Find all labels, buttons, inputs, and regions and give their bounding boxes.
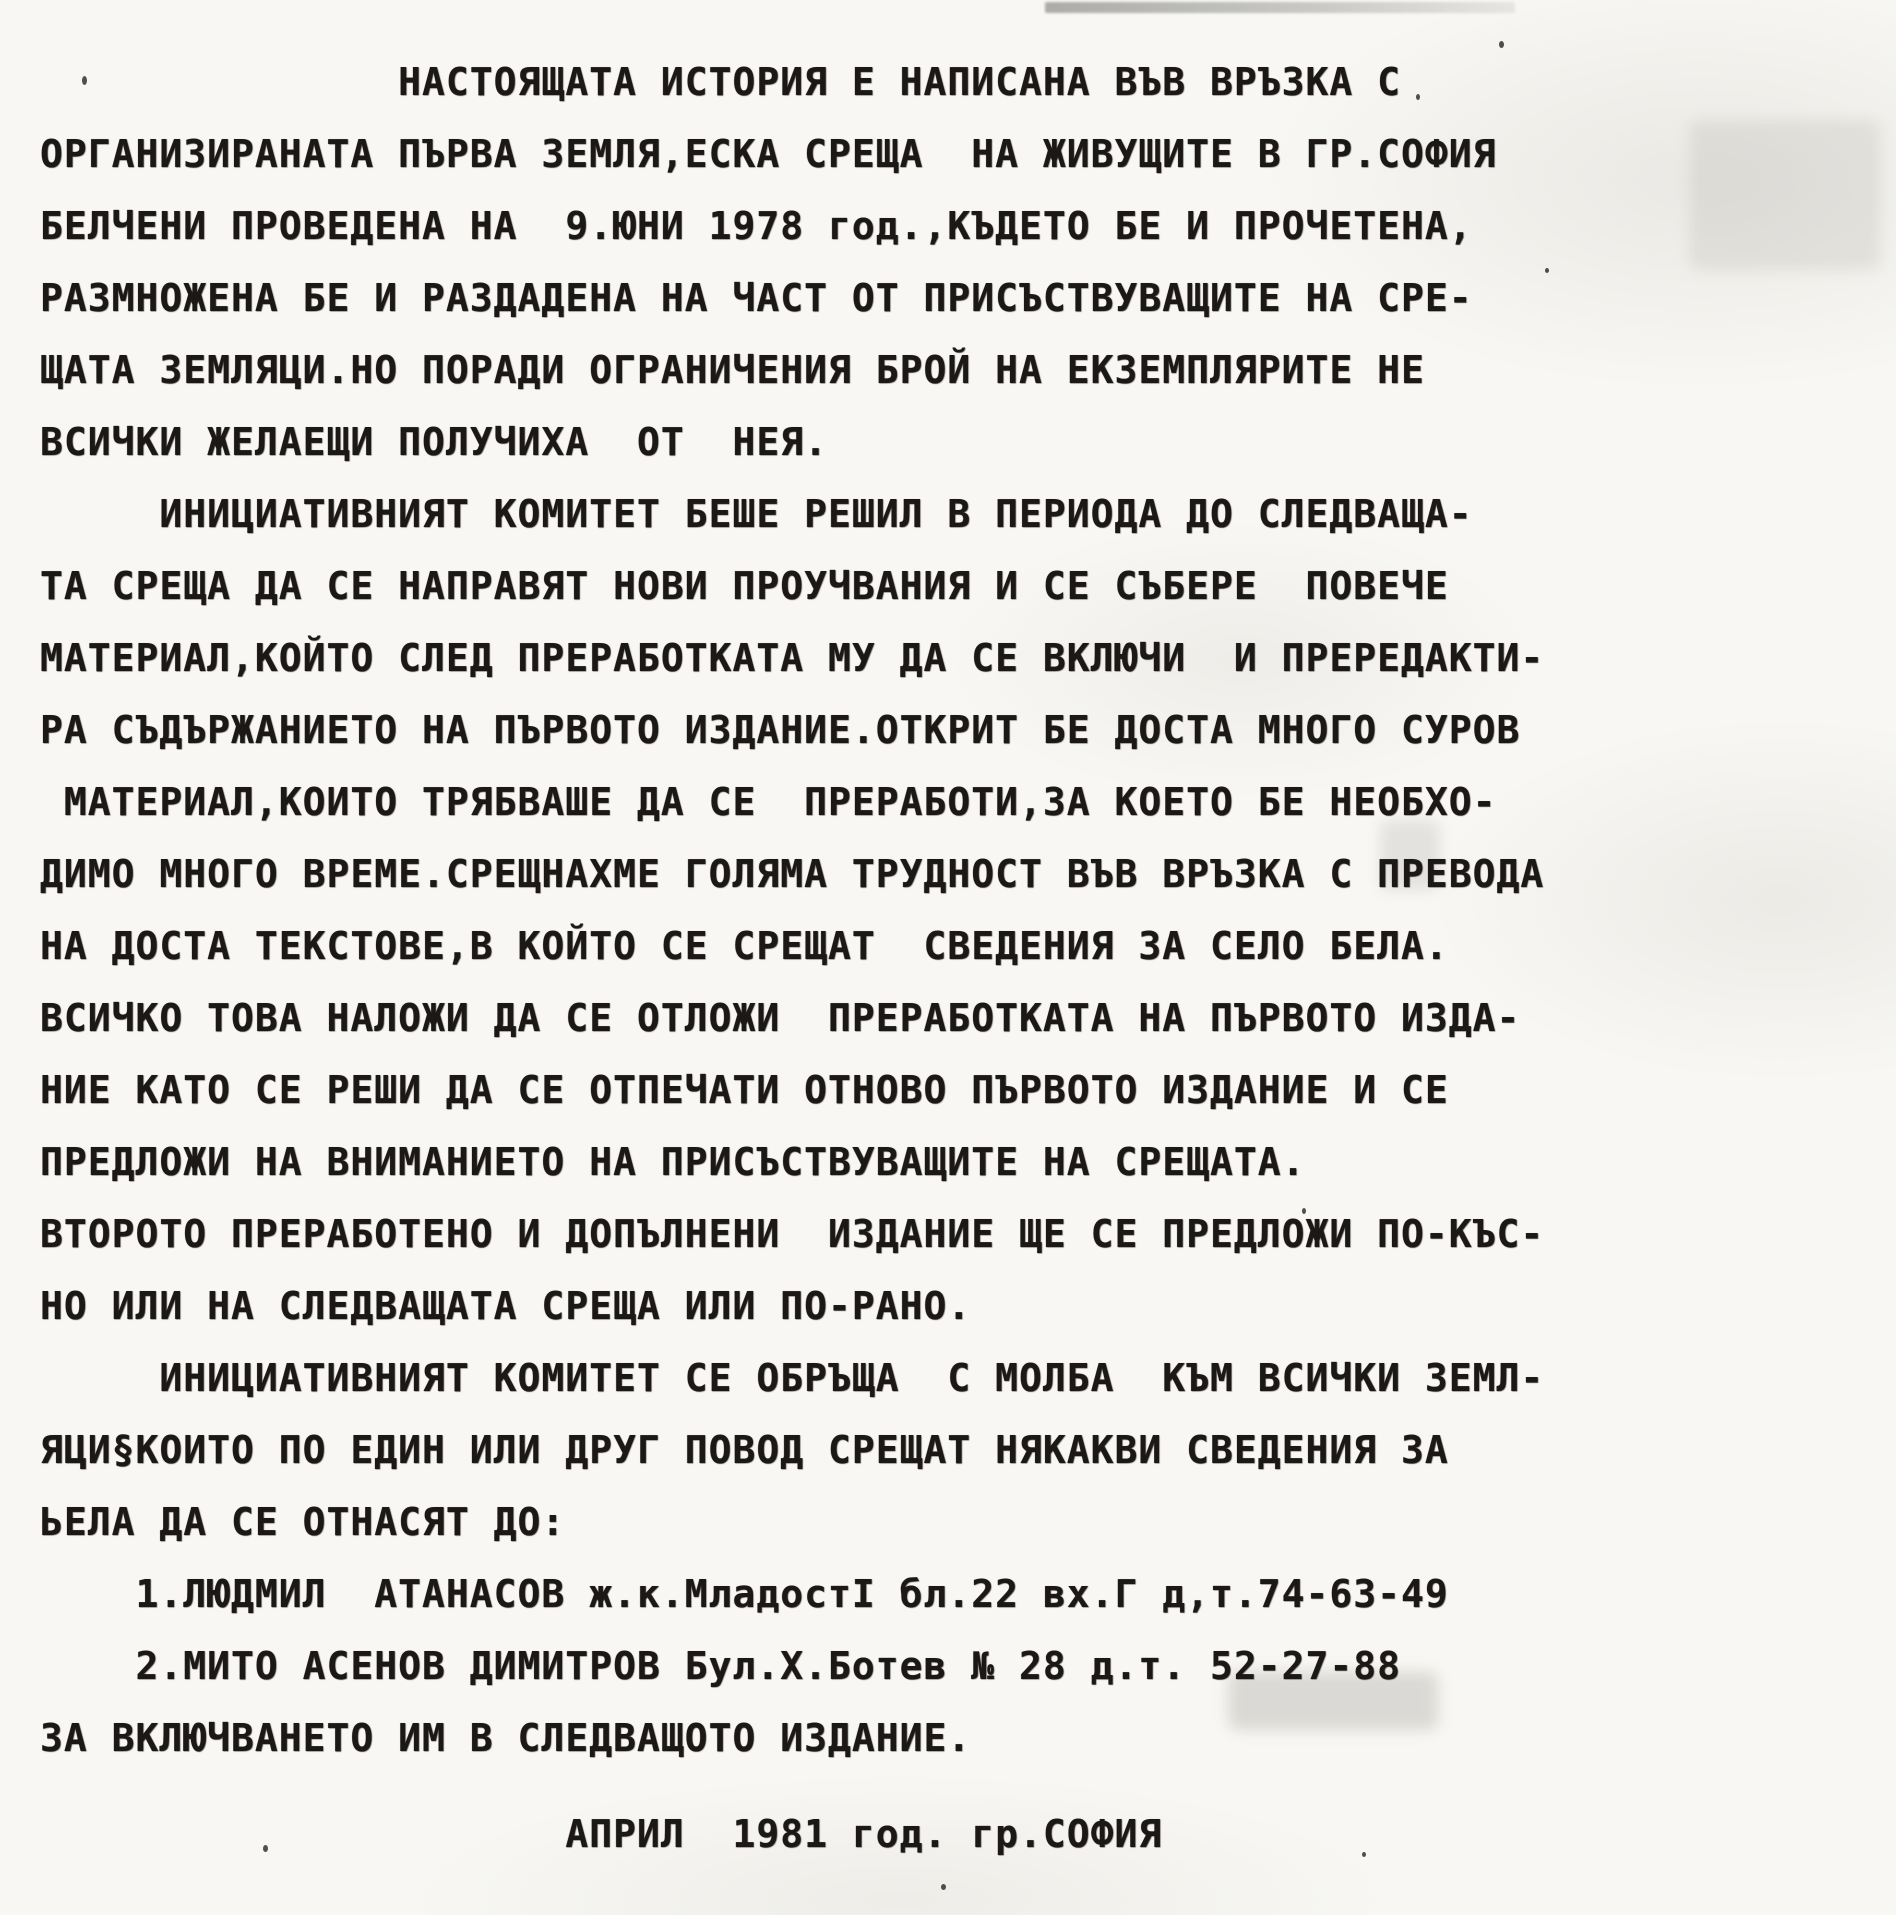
text-line: НА ДОСТА ТЕКСТОВЕ,В КОЙТО СЕ СРЕЩАТ СВЕДЕНИЯ ЗА СЕЛО БЕЛА. [40,924,1449,968]
text-line: ТА СРЕЩА ДА СЕ НАПРАВЯТ НОВИ ПРОУЧВАНИЯ И СЕ СЪБЕРЕ ПОВЕЧЕ [40,564,1449,608]
text-line: НИЕ КАТО СЕ РЕШИ ДА СЕ ОТПЕЧАТИ ОТНОВО ПЪРВОТО ИЗДАНИЕ И СЕ [40,1068,1449,1112]
text-line: ЬЕЛА ДА СЕ ОТНАСЯТ ДО: [40,1500,566,1544]
date-line: АПРИЛ 1981 год. гр.СОФИЯ [40,1812,1163,1856]
text-line: ВСИЧКО ТОВА НАЛОЖИ ДА СЕ ОТЛОЖИ ПРЕРАБОТКАТА НА ПЪРВОТО ИЗДА- [40,996,1521,1040]
text-line: ЗА ВКЛЮЧВАНЕТО ИМ В СЛЕДВАЩОТО ИЗДАНИЕ. [40,1716,972,1760]
typewritten-text [40,46,1886,1870]
text-line: НАСТОЯЩАТА ИСТОРИЯ Е НАПИСАНА ВЪВ ВРЪЗКА С [40,60,1402,104]
text-line: ОРГАНИЗИРАНАТА ПЪРВА ЗЕМЛЯ,ЕСКА СРЕЩА НА ЖИВУЩИТЕ В ГР.СОФИЯ [40,132,1497,176]
scan-streak [1045,2,1515,13]
text-line: ВСИЧКИ ЖЕЛАЕЩИ ПОЛУЧИХА ОТ НЕЯ. [40,420,828,464]
text-line: РА СЪДЪРЖАНИЕТО НА ПЪРВОТО ИЗДАНИЕ.ОТКРИТ БЕ ДОСТА МНОГО СУРОВ [40,708,1521,752]
text-line: 2.МИТО АСЕНОВ ДИМИТРОВ Бул.Х.Ботев № 28 д.т. 52-27-88 [40,1644,1402,1688]
text-line: МАТЕРИАЛ,КОИТО ТРЯБВАШЕ ДА СЕ ПРЕРАБОТИ,ЗА КОЕТО БЕ НЕОБХО- [40,780,1497,824]
text-line: ИНИЦИАТИВНИЯТ КОМИТЕТ СЕ ОБРЪЩА С МОЛБА КЪМ ВСИЧКИ ЗЕМЛ- [40,1356,1545,1400]
text-line: БЕЛЧЕНИ ПРОВЕДЕНА НА 9.ЮНИ 1978 год.,КЪДЕТО БЕ И ПРОЧЕТЕНА, [40,204,1473,248]
text-line: МАТЕРИАЛ,КОЙТО СЛЕД ПРЕРАБОТКАТА МУ ДА СЕ ВКЛЮЧИ И ПРЕРЕДАКТИ- [40,636,1545,680]
text-line: ИНИЦИАТИВНИЯТ КОМИТЕТ БЕШЕ РЕШИЛ В ПЕРИОДА ДО СЛЕДВАЩА- [40,492,1473,536]
text-line: РАЗМНОЖЕНА БЕ И РАЗДАДЕНА НА ЧАСТ ОТ ПРИСЪСТВУВАЩИТЕ НА СРЕ- [40,276,1473,320]
text-line: ДИМО МНОГО ВРЕМЕ.СРЕЩНАХМЕ ГОЛЯМА ТРУДНОСТ ВЪВ ВРЪЗКА С ПРЕВОДА [40,852,1545,896]
scan-speck [941,1884,946,1890]
text-line: 1.ЛЮДМИЛ АТАНАСОВ ж.к.МладостI бл.22 вх.Г д,т.74-63-49 [40,1572,1449,1616]
text-line: ЯЦИ§КОИТО ПО ЕДИН ИЛИ ДРУГ ПОВОД СРЕЩАТ НЯКАКВИ СВЕДЕНИЯ ЗА [40,1428,1449,1472]
text-line: ПРЕДЛОЖИ НА ВНИМАНИЕТО НА ПРИСЪСТВУВАЩИТЕ НА СРЕЩАТА. [40,1140,1306,1184]
text-line: НО ИЛИ НА СЛЕДВАЩАТА СРЕЩА ИЛИ ПО-РАНО. [40,1284,972,1328]
text-line: ВТОРОТО ПРЕРАБОТЕНО И ДОПЪЛНЕНИ ИЗДАНИЕ ЩЕ СЕ ПРЕДЛОЖИ ПО-КЪС- [40,1212,1545,1256]
text-line: ЩАТА ЗЕМЛЯЦИ.НО ПОРАДИ ОГРАНИЧЕНИЯ БРОЙ НА ЕКЗЕМПЛЯРИТЕ НЕ [40,348,1425,392]
